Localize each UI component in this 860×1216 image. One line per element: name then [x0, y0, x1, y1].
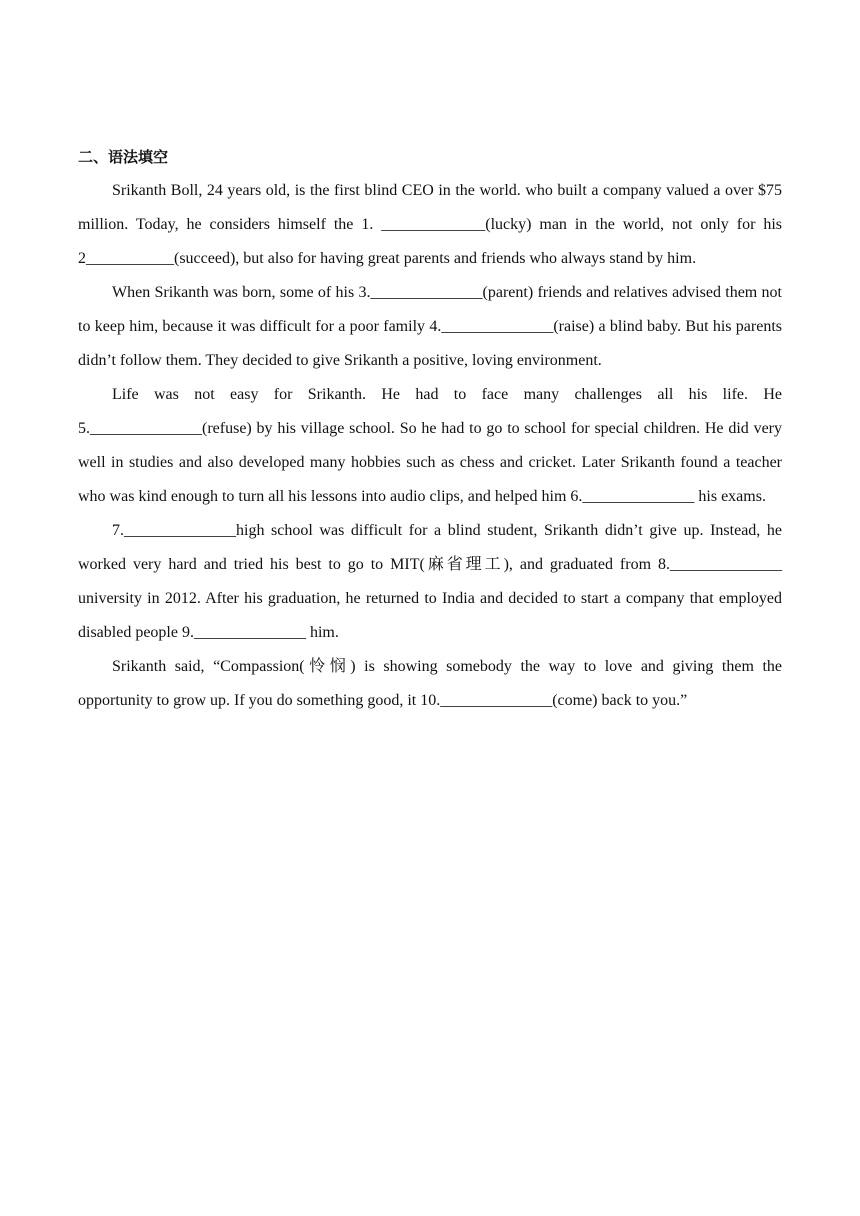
paragraph-2: When Srikanth was born, some of his 3.______________(parent) friends and relatives advised them not to keep him, because it was difficult for a poor family 4.______________(raise) a blind baby. But his parents didn’t follow them. They decided to give Srikanth a positive, loving environment.	[78, 284, 782, 369]
document-body	[78, 140, 782, 718]
paragraph-4: 7.______________high school was difficult for a blind student, Srikanth didn’t give up. Instead, he worked very hard and tried his best to go to MIT(麻省理工), and graduated from 8.______________ university in 2012. After his graduation, he returned to India and decided to start a company that employed disabled people 9.______________ him.	[78, 522, 782, 641]
paragraph-5: Srikanth said, “Compassion(怜悯) is showing somebody the way to love and giving them the opportunity to grow up. If you do something good, it 10.______________(come) back to you.”	[78, 658, 782, 709]
paragraph-1: Srikanth Boll, 24 years old, is the first blind CEO in the world. who built a company valued a over $75 million. Today, he considers himself the 1. _____________(lucky) man in the world, not only for his 2___________(succeed), but also for having great parents and friends who always stand by him.	[78, 182, 782, 267]
section-heading: 二、语法填空	[78, 148, 169, 166]
paragraph-3: Life was not easy for Srikanth. He had to face many challenges all his life. He 5.______________(refuse) by his village school. So he had to go to school for special children. He did very well in studies and also developed many hobbies such as chess and cricket. Later Srikanth found a teacher who was kind enough to turn all his lessons into audio clips, and helped him 6.______________ his exams.	[78, 386, 782, 505]
